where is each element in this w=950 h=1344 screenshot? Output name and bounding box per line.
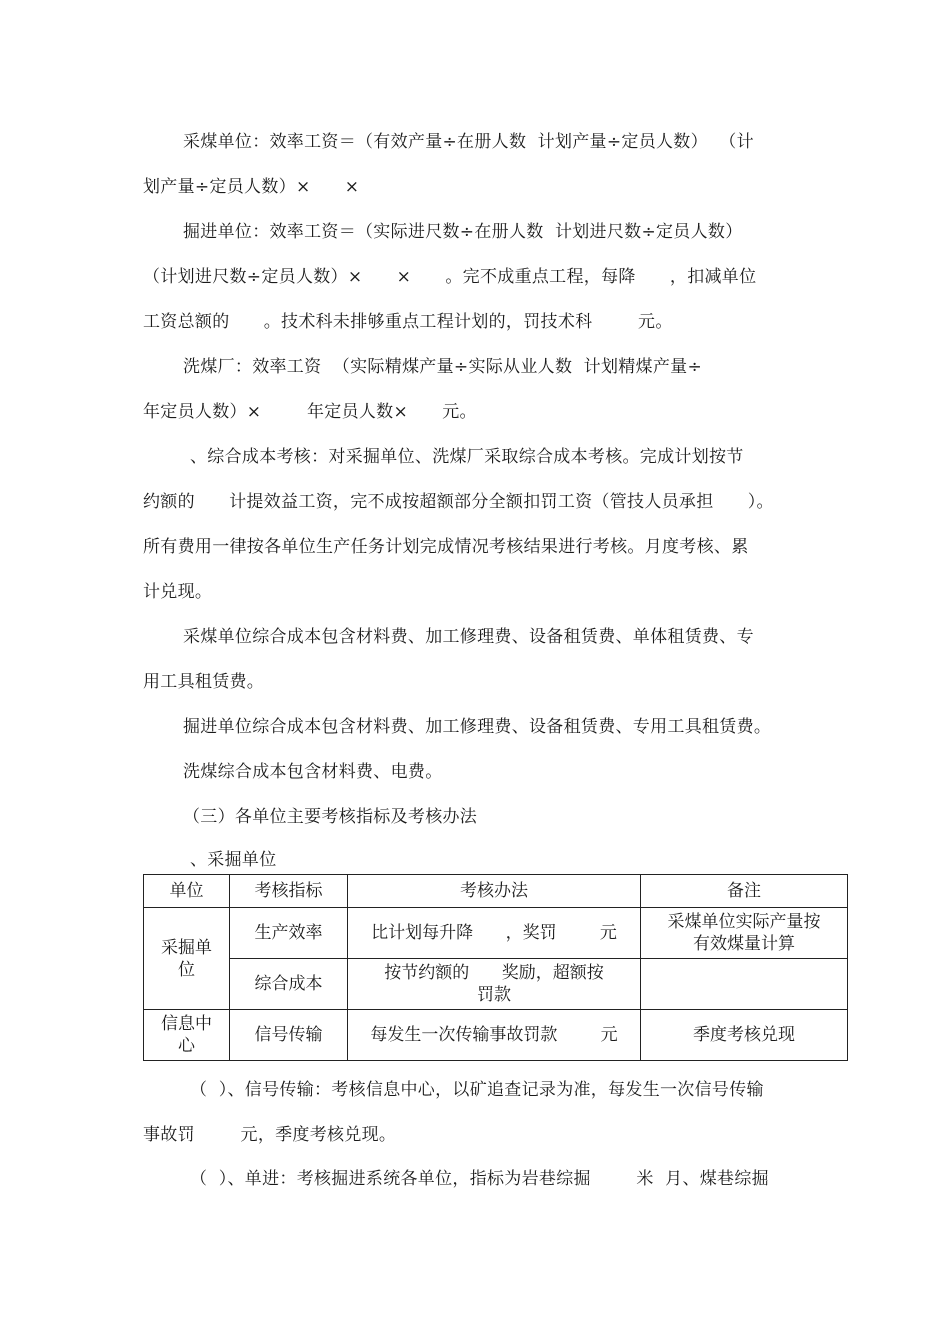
section-heading: （三）各单位主要考核指标及考核办法: [183, 807, 478, 827]
table-row: [144, 1010, 848, 1061]
table-header-cell: 单位: [144, 875, 230, 908]
note-cell: 采煤单位实际产量按 有效煤量计算: [641, 908, 848, 959]
paragraph-line: 年定员人数）× 年定员人数× 元。: [143, 402, 477, 422]
paragraph-line: 事故罚 元，季度考核兑现。: [143, 1125, 397, 1145]
paragraph-line: 掘进单位：效率工资＝（实际进尺数÷在册人数 计划进尺数÷定员人数）: [183, 222, 743, 242]
paragraph-line: 掘进单位综合成本包含材料费、加工修理费、设备租赁费、专用工具租赁费。: [183, 717, 772, 737]
table-header-cell: 考核办法: [348, 875, 641, 908]
table-row: [144, 959, 848, 1010]
paragraph-line: （计划进尺数÷定员人数）× × 。完不成重点工程，每降 ，扣减单位: [143, 267, 757, 287]
indicator-cell: 综合成本: [230, 959, 348, 1010]
paragraph-line: 工资总额的 。技术科未排够重点工程计划的，罚技术科 元。: [143, 312, 673, 332]
paragraph-line: 采煤单位：效率工资＝（有效产量÷在册人数 计划产量÷定员人数） （计: [183, 132, 754, 152]
paragraph-line: （ ）、单进：考核掘进系统各单位，指标为岩巷综掘 米 月、煤巷综掘: [190, 1169, 769, 1189]
table-header-cell: 考核指标: [230, 875, 348, 908]
note-cell: 季度考核兑现: [641, 1010, 848, 1061]
paragraph-line: 划产量÷定员人数）× ×: [143, 177, 360, 197]
paragraph-line: 所有费用一律按各单位生产任务计划完成情况考核结果进行考核。月度考核、累: [143, 537, 749, 557]
unit-cell: 采掘单 位: [144, 908, 230, 1010]
method-cell: 按节约额的 奖励，超额按 罚款: [348, 959, 641, 1010]
method-cell: 每发生一次传输事故罚款 元: [348, 1010, 641, 1061]
table-header-cell: 备注: [641, 875, 848, 908]
note-cell: [641, 959, 848, 1010]
paragraph-line: 、综合成本考核：对采掘单位、洗煤厂采取综合成本考核。完成计划按节: [190, 447, 744, 467]
table-header-row: [144, 875, 848, 908]
indicator-cell: 信号传输: [230, 1010, 348, 1061]
indicator-cell: 生产效率: [230, 908, 348, 959]
assessment-table: [143, 874, 848, 1061]
method-cell: 比计划每升降 ，奖罚 元: [348, 908, 641, 959]
paragraph-line: 采煤单位综合成本包含材料费、加工修理费、设备租赁费、单体租赁费、专: [183, 627, 754, 647]
paragraph-line: （ ）、信号传输：考核信息中心，以矿追查记录为准，每发生一次信号传输: [190, 1080, 764, 1100]
subsection-heading: 、采掘单位: [190, 850, 277, 870]
paragraph-line: 约额的 计提效益工资，完不成按超额部分全额扣罚工资（管技人员承担 ）。: [143, 492, 774, 512]
table-row: [144, 908, 848, 959]
unit-cell: 信息中 心: [144, 1010, 230, 1061]
paragraph-line: 计兑现。: [143, 582, 213, 602]
paragraph-line: 洗煤厂：效率工资 （实际精煤产量÷实际从业人数 计划精煤产量÷: [183, 357, 703, 377]
paragraph-line: 用工具租赁费。: [143, 672, 265, 692]
paragraph-line: 洗煤综合成本包含材料费、电费。: [183, 762, 443, 782]
